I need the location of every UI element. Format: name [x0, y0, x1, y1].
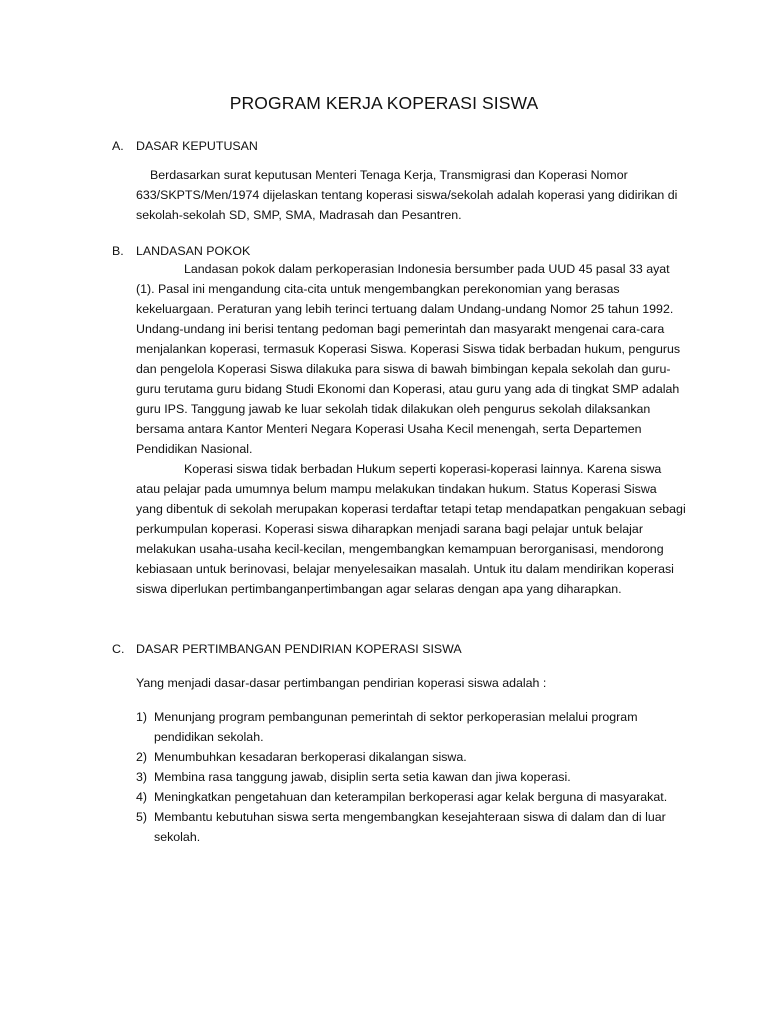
- list-item: 2) Menumbuhkan kesadaran berkoperasi dikalangan siswa.: [136, 750, 467, 764]
- section-a-paragraph: Berdasarkan surat keputusan Menteri Tenaga Kerja, Transmigrasi dan Koperasi Nomor 633/SKPTS/Men/1974 dijelaskan tentang koperasi siswa/sekolah adalah koperasi yang didirikan di sekolah-sekolah SD, SMP, SMA, Madrasah dan Pesantren.: [136, 168, 678, 222]
- section-a-heading: [112, 136, 672, 156]
- section-b-heading: [112, 241, 672, 261]
- considerations-list: [136, 707, 696, 847]
- section-c-heading: [112, 639, 672, 659]
- section-c-intro: Yang menjadi dasar-dasar pertimbangan pendirian koperasi siswa adalah :: [136, 676, 547, 690]
- section-a-letter: A.: [112, 139, 124, 153]
- document-title: PROGRAM KERJA KOPERASI SISWA: [229, 93, 539, 113]
- section-b-letter: B.: [112, 244, 124, 258]
- section-b-paragraph-2: Koperasi siswa tidak berbadan Hukum seperti koperasi-koperasi lainnya. Karena siswa atau pelajar pada umumnya belum mampu melakukan tindakan hukum. Status Koperasi Siswa yang dibentuk di sekolah merupakan koperasi terdaftar tetapi tetap mendapatkan pengakuan sebagi perkumpulan koperasi. Koperasi siswa diharapkan menjadi sarana bagi pelajar untuk belajar melakukan usaha-usaha kecil-kecilan, mengembangkan kemampuan berorganisasi, mendorong kebiasaan untuk berinovasi, belajar menyelesaikan masalah. Untuk itu dalam mendirikan koperasi siswa diperlukan pertimbanganpertimbangan agar selaras dengan apa yang diharapkan.: [136, 462, 686, 596]
- list-item: 5) Membantu kebutuhan siswa serta mengembangkan kesejahteraan siswa di dalam dan di luar sekolah.: [136, 810, 666, 844]
- list-item: 1) Menunjang program pembangunan pemerintah di sektor perkoperasian melalui program pendidikan sekolah.: [136, 710, 638, 744]
- section-b-title: LANDASAN POKOK: [136, 244, 251, 258]
- list-item: 3) Membina rasa tanggung jawab, disiplin serta setia kawan dan jiwa koperasi.: [136, 770, 571, 784]
- section-a-title: DASAR KEPUTUSAN: [136, 139, 258, 153]
- section-c-letter: C.: [112, 642, 125, 656]
- section-c-title: DASAR PERTIMBANGAN PENDIRIAN KOPERASI SISWA: [136, 642, 462, 656]
- list-item: 4) Meningkatkan pengetahuan dan keterampilan berkoperasi agar kelak berguna di masyarakat.: [136, 790, 668, 804]
- section-b-paragraph-1: Landasan pokok dalam perkoperasian Indonesia bersumber pada UUD 45 pasal 33 ayat (1). Pasal ini mengandung cita-cita untuk mengembangkan perekonomian yang berasas kekeluargaan. Peraturan yang lebih terinci tertuang dalam Undang-undang Nomor 25 tahun 1992. Undang-undang ini berisi tentang pedoman bagi pemerintah dan masyarakt mengenai cara-cara menjalankan koperasi, termasuk Koperasi Siswa. Koperasi Siswa tidak berbadan hukum, pengurus dan pengelola Koperasi Siswa dilakuka para siswa di bawah bimbingan kepala sekolah dan guru-guru terutama guru bidang Studi Ekonomi dan Koperasi, atau guru yang ada di tingkat SMP adalah guru IPS. Tanggung jawab ke luar sekolah tidak dilakukan oleh pengurus sekolah dilaksankan bersama antara Kantor Menteri Negara Koperasi Usaha Kecil menengah, serta Departemen Pendidikan Nasional.: [136, 262, 681, 456]
